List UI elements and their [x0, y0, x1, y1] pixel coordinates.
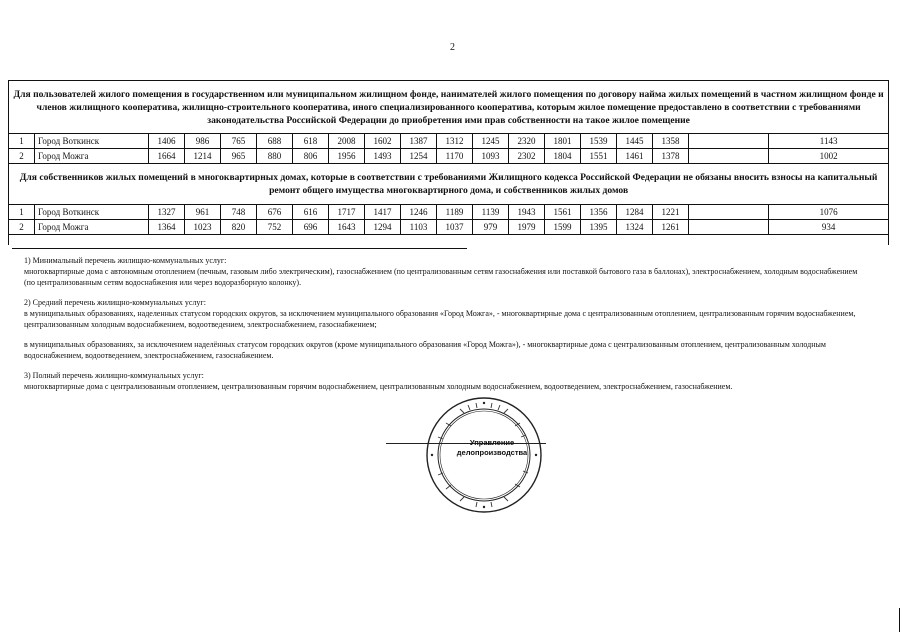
row-number: 1 — [9, 134, 35, 149]
value-cell: 1643 — [329, 220, 365, 235]
city-name: Город Воткинск — [35, 134, 149, 149]
value-cell-last: 934 — [769, 220, 889, 235]
value-cell-last: 1002 — [769, 149, 889, 164]
row-number: 2 — [9, 220, 35, 235]
margin-mark — [899, 608, 900, 632]
value-cell: 1801 — [545, 134, 581, 149]
value-cell: 752 — [257, 220, 293, 235]
value-cell: 1139 — [473, 205, 509, 220]
note2-text-a: в муниципальных образованиях, наделенных статусом городских округов, за исключением муниципального образования «Город Можга», - многоквартирные дома с централизованным отоплением, централизованным горячим водоснабжением, централизованным холодным водоснабжением, водоотведением, электроснабжением, газоснабжением; — [24, 309, 856, 329]
value-cell — [689, 205, 769, 220]
table-row — [9, 205, 889, 220]
value-cell: 1664 — [149, 149, 185, 164]
value-cell: 1387 — [401, 134, 437, 149]
value-cell: 1561 — [545, 205, 581, 220]
value-cell: 806 — [293, 149, 329, 164]
stamp-line2: делопроизводства — [456, 448, 528, 457]
footnotes — [24, 255, 869, 392]
value-cell: 616 — [293, 205, 329, 220]
value-cell: 2008 — [329, 134, 365, 149]
value-cell: 1493 — [365, 149, 401, 164]
value-cell: 1312 — [437, 134, 473, 149]
note1-title: 1) Минимальный перечень жилищно-коммунальных услуг: — [24, 256, 227, 265]
value-cell: 1245 — [473, 134, 509, 149]
section1-header: Для пользователей жилого помещения в государственном или муниципальном жилищном фонде, нанимателей жилого помещения по договору найма жилых помещений в частном жилищном фонде и членов жилищного кооператива, жилищно-строительного кооператива, иного специализированного кооператива, которым жилое помещение предоставлено в соответствии с требованиями законодательства Российской Федерации до приобретения ими прав собственности на такое жилое помещение — [9, 81, 889, 134]
tariff-table — [8, 80, 889, 245]
city-name: Город Можга — [35, 149, 149, 164]
value-cell: 1943 — [509, 205, 545, 220]
value-cell: 1093 — [473, 149, 509, 164]
note2-text-b: в муниципальных образованиях, за исключением наделённых статусом городских округов (кроме муниципального образования «Город Можга»), - многоквартирные дома с централизованным отоплением, централизованным холодным водоснабжением, водоотведением, электроснабжением, газоснабжением. — [24, 340, 826, 360]
value-cell: 676 — [257, 205, 293, 220]
footnote-divider — [12, 248, 467, 249]
value-cell: 1294 — [365, 220, 401, 235]
row-number: 1 — [9, 205, 35, 220]
value-cell-last: 1143 — [769, 134, 889, 149]
value-cell: 1214 — [185, 149, 221, 164]
value-cell: 748 — [221, 205, 257, 220]
section2-header: Для собственников жилых помещений в многоквартирных домах, которые в соответствии с требованиями Жилищного кодекса Российской Федерации не обязаны вносить взносы на капитальный ремонт общего имущества многоквартирного дома, и собственников жилых домов — [9, 164, 889, 205]
value-cell: 1979 — [509, 220, 545, 235]
table-row — [9, 134, 889, 149]
note2-title: 2) Средний перечень жилищно-коммунальных услуг: — [24, 298, 206, 307]
value-cell: 1539 — [581, 134, 617, 149]
value-cell: 1406 — [149, 134, 185, 149]
value-cell: 1246 — [401, 205, 437, 220]
value-cell: 1804 — [545, 149, 581, 164]
table-row — [9, 220, 889, 235]
value-cell: 1602 — [365, 134, 401, 149]
spacer — [9, 235, 889, 246]
value-cell: 1717 — [329, 205, 365, 220]
value-cell: 1023 — [185, 220, 221, 235]
value-cell: 1189 — [437, 205, 473, 220]
stamp-line1: Управление — [469, 438, 515, 447]
value-cell: 1358 — [653, 134, 689, 149]
row-number: 2 — [9, 149, 35, 164]
value-cell: 1599 — [545, 220, 581, 235]
value-cell: 1445 — [617, 134, 653, 149]
value-cell: 1170 — [437, 149, 473, 164]
value-cell-last: 1076 — [769, 205, 889, 220]
value-cell: 820 — [221, 220, 257, 235]
value-cell: 1284 — [617, 205, 653, 220]
value-cell: 1364 — [149, 220, 185, 235]
value-cell: 688 — [257, 134, 293, 149]
value-cell: 1324 — [617, 220, 653, 235]
value-cell: 986 — [185, 134, 221, 149]
value-cell: 1356 — [581, 205, 617, 220]
table-row — [9, 149, 889, 164]
value-cell: 965 — [221, 149, 257, 164]
value-cell: 1395 — [581, 220, 617, 235]
value-cell: 1461 — [617, 149, 653, 164]
value-cell: 1103 — [401, 220, 437, 235]
value-cell: 1254 — [401, 149, 437, 164]
value-cell: 1956 — [329, 149, 365, 164]
value-cell — [689, 220, 769, 235]
city-name: Город Можга — [35, 220, 149, 235]
value-cell: 961 — [185, 205, 221, 220]
value-cell: 1378 — [653, 149, 689, 164]
value-cell: 2302 — [509, 149, 545, 164]
value-cell: 696 — [293, 220, 329, 235]
value-cell: 1417 — [365, 205, 401, 220]
value-cell: 880 — [257, 149, 293, 164]
value-cell: 765 — [221, 134, 257, 149]
value-cell: 1261 — [653, 220, 689, 235]
page-number: 2 — [450, 42, 455, 53]
value-cell: 979 — [473, 220, 509, 235]
value-cell: 1037 — [437, 220, 473, 235]
value-cell: 1327 — [149, 205, 185, 220]
value-cell: 618 — [293, 134, 329, 149]
value-cell: 2320 — [509, 134, 545, 149]
note1-text: многоквартирные дома с автономным отоплением (печным, газовым либо электрическим), газоснабжением (по централизованным сетям газоснабжения или поставкой бытового газа в баллонах), электроснабжением, холодным водоснабжением (по централизованным сетям водоснабжения или через водоразборную колонку). — [24, 267, 858, 287]
city-name: Город Воткинск — [35, 205, 149, 220]
note3-text: многоквартирные дома с централизованным отоплением, централизованным горячим водоснабжением, централизованным холодным водоснабжением, водоотведением, электроснабжением, газоснабжением. — [24, 382, 733, 391]
value-cell — [689, 134, 769, 149]
value-cell — [689, 149, 769, 164]
value-cell: 1221 — [653, 205, 689, 220]
stamp-label — [452, 438, 532, 458]
value-cell: 1551 — [581, 149, 617, 164]
note3-title: 3) Полный перечень жилищно-коммунальных услуг: — [24, 371, 204, 380]
